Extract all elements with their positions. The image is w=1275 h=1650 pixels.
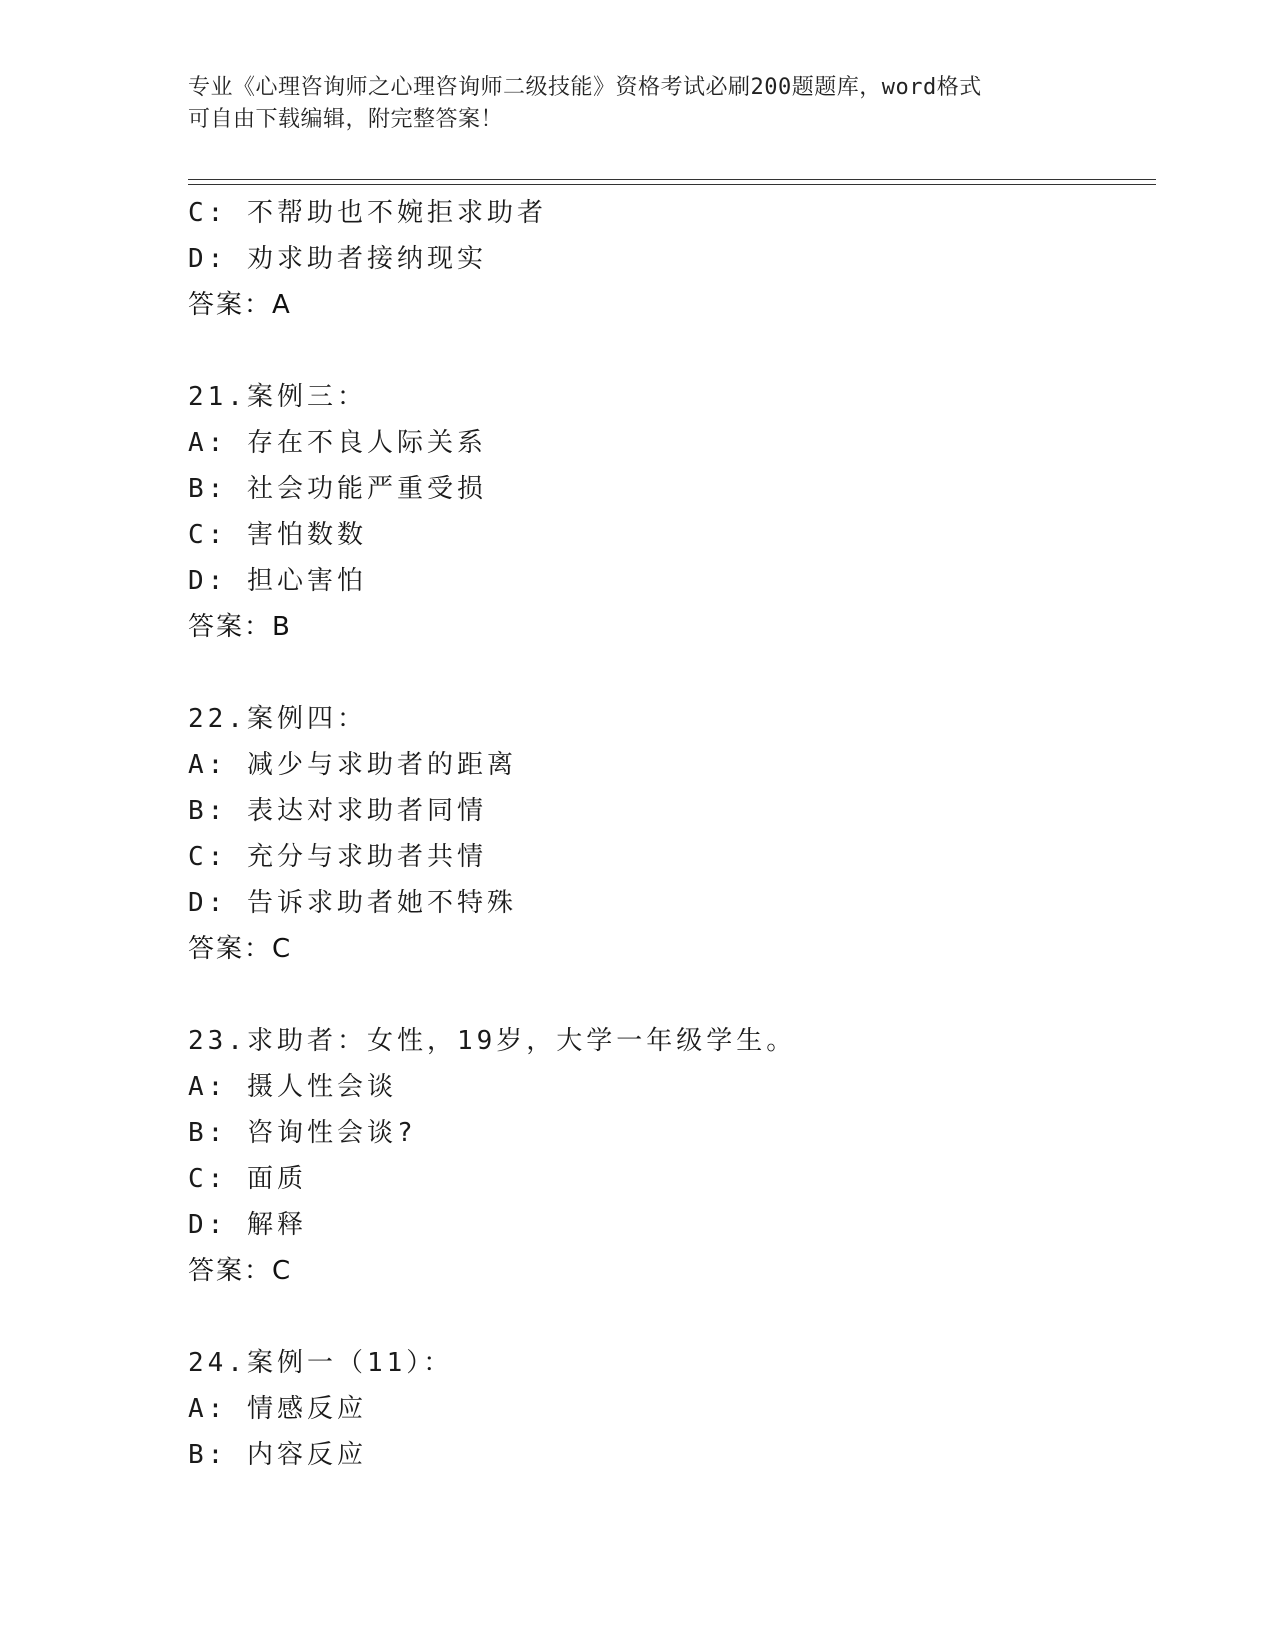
answer-line: 答案：B <box>188 612 292 642</box>
question-21: 21.案例三： <box>188 382 367 412</box>
answer-line: 答案：A <box>188 290 292 320</box>
option-a: A: 存在不良人际关系 <box>188 428 487 458</box>
spacer <box>188 650 1148 696</box>
question-list <box>188 190 1148 1478</box>
option-c: C: 害怕数数 <box>188 520 367 550</box>
option-a: A: 摄人性会谈 <box>188 1072 397 1102</box>
option-a: A: 情感反应 <box>188 1394 367 1424</box>
option-d: D: 解释 <box>188 1210 307 1240</box>
spacer <box>188 328 1148 374</box>
question-24: 24.案例一（11）： <box>188 1348 454 1378</box>
header-line-2: 可自由下载编辑，附完整答案！ <box>188 107 504 132</box>
spacer <box>188 972 1148 1018</box>
option-c: C: 面质 <box>188 1164 307 1194</box>
question-22: 22.案例四： <box>188 704 367 734</box>
question-23: 23.求助者：女性，19岁，大学一年级学生。 <box>188 1026 797 1056</box>
spacer <box>188 1294 1148 1340</box>
document-header <box>188 72 1068 136</box>
option-b: B: 社会功能严重受损 <box>188 474 487 504</box>
option-a: A: 减少与求助者的距离 <box>188 750 517 780</box>
option-b: B: 表达对求助者同情 <box>188 796 487 826</box>
header-divider-bottom <box>188 184 1156 185</box>
option-d: D: 担心害怕 <box>188 566 367 596</box>
header-divider-top <box>188 179 1156 180</box>
option-c: C: 不帮助也不婉拒求助者 <box>188 198 547 228</box>
header-line-1: 专业《心理咨询师之心理咨询师二级技能》资格考试必刷200题题库，word格式 <box>188 75 982 100</box>
option-c: C: 充分与求助者共情 <box>188 842 487 872</box>
option-d: D: 告诉求助者她不特殊 <box>188 888 517 918</box>
answer-line: 答案：C <box>188 934 293 964</box>
answer-line: 答案：C <box>188 1256 293 1286</box>
option-d: D: 劝求助者接纳现实 <box>188 244 487 274</box>
option-b: B: 咨询性会谈? <box>188 1118 417 1148</box>
option-b: B: 内容反应 <box>188 1440 367 1470</box>
